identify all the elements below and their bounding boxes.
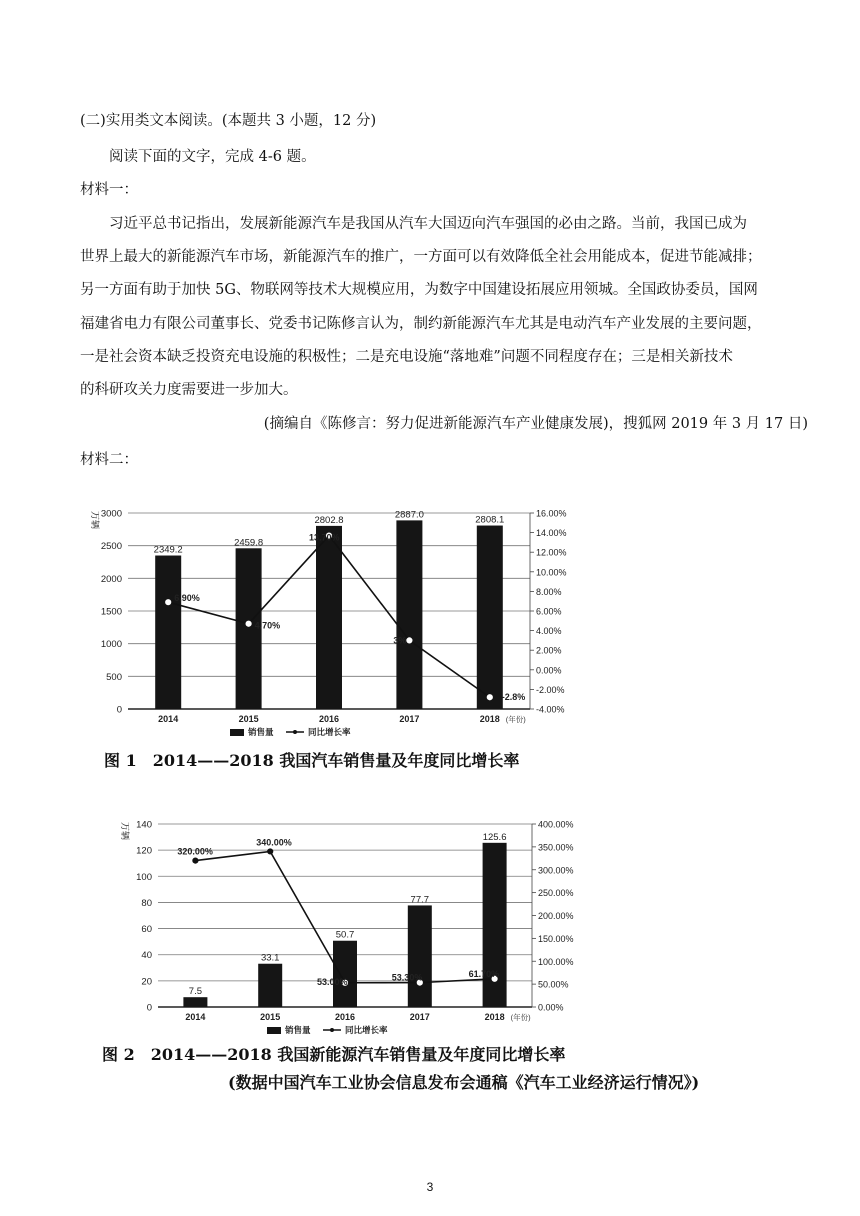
chart1-growth-point — [407, 638, 412, 643]
chart1-legend-line-marker — [293, 730, 297, 734]
chart1-xtick-label: 2017 — [399, 714, 420, 724]
chart1-xtick-label: 2018 — [479, 714, 500, 724]
chart2-ytick-label: 40 — [141, 950, 152, 962]
chart1-ytick-label: 1500 — [100, 606, 122, 618]
material1-line-6: 的科研攻关力度需要进一步加大。 — [80, 382, 298, 398]
chart2-y2tick-label: 150.00% — [538, 933, 574, 944]
chart2-growth-point — [268, 849, 273, 854]
chart1-growth-label: 3% — [393, 635, 407, 646]
chart2-xtick-label: 2016 — [334, 1012, 356, 1022]
chart1-xtick-label: 2015 — [238, 714, 259, 724]
chart1-ytick-label: 2500 — [100, 541, 122, 553]
chart2-bar-label: 77.7 — [410, 894, 430, 906]
material1-line-5: 一是社会资本缺乏投资充电设施的积极性；二是充电设施“落地难”问题不同程度存在；三是相关新技术 — [80, 349, 733, 365]
chart2-y2tick-label: 0.00% — [538, 1002, 564, 1013]
chart1-y2tick-label: 12.00% — [536, 547, 567, 558]
section-heading: (二)实用类文本阅读。(本题共 3 小题，12 分) — [80, 113, 377, 129]
chart1-xtick-label: 2016 — [318, 714, 340, 724]
chart2-xtick-label: 2017 — [409, 1012, 430, 1022]
chart2-legend-bar-swatch — [267, 1027, 281, 1034]
chart1-legend-bar-swatch — [230, 729, 244, 736]
chart2-ytick-label: 120 — [136, 845, 152, 857]
chart1-bar-label: 2459.8 — [234, 537, 264, 549]
material1-line-4: 福建省电力有限公司董事长、党委书记陈修言认为，制约新能源汽车尤其是电动汽车产业发展的主要问题， — [80, 316, 762, 332]
material1-source: (摘编自《陈修言：努力促进新能源汽车产业健康发展)，搜狐网 2019 年 3 月 17 日) — [263, 416, 808, 432]
chart1-growth-label: 13.70% — [309, 532, 340, 543]
material1-line-3: 另一方面有助于加快 5G、物联网等技术大规模应用，为数字中国建设拓展应用领城。全国政协委员，国网 — [80, 282, 758, 298]
material2-label: 材料二： — [80, 452, 138, 468]
chart-2-note: (数据中国汽车工业协会信息发布会通稿《汽车工业经济运行情况》) — [228, 1073, 700, 1092]
chart-1-caption: 图 1 2014——2018 我国汽车销售量及年度同比增长率 — [104, 751, 520, 770]
chart2-bar-label: 7.5 — [188, 986, 203, 998]
chart1-y2tick-label: -4.00% — [536, 704, 565, 715]
chart2-ytick-label: 60 — [141, 924, 152, 936]
chart1-bar — [155, 556, 181, 709]
instruction: 阅读下面的文字，完成 4-6 题。 — [109, 149, 316, 165]
chart2-legend-bar-label: 销售量 — [285, 1025, 311, 1035]
chart2-bar — [183, 997, 207, 1007]
chart1-bar-label: 2887.0 — [394, 509, 424, 521]
chart1-bar — [316, 526, 342, 709]
chart2-xunit: (年份) — [510, 1013, 531, 1022]
chart1-bar-label: 2802.8 — [314, 514, 344, 526]
chart2-growth-label: 340.00% — [256, 837, 292, 848]
chart2-growth-label: 320.00% — [177, 846, 213, 857]
chart2-growth-label: 61.70% — [468, 968, 500, 979]
chart1-ytick-label: 2000 — [100, 573, 122, 585]
chart1-y2tick-label: 10.00% — [536, 567, 567, 578]
chart2-bar — [258, 964, 282, 1007]
chart2-legend-line-label: 同比增长率 — [345, 1025, 388, 1035]
chart1-ytick-label: 0 — [116, 704, 122, 716]
chart2-ylabel: 万辆 — [120, 822, 130, 841]
chart1-bar — [477, 526, 503, 709]
chart-2 — [112, 812, 612, 1044]
chart2-ytick-label: 0 — [146, 1002, 152, 1014]
chart1-y2tick-label: 8.00% — [536, 586, 562, 597]
chart2-xtick-label: 2018 — [484, 1012, 505, 1022]
chart2-growth-label: 53.30% — [391, 972, 423, 983]
chart1-growth-point — [166, 600, 171, 605]
page-number: 3 — [426, 1180, 434, 1194]
chart1-xunit: (年份) — [505, 715, 526, 724]
chart1-y2tick-label: 4.00% — [536, 626, 562, 637]
material1-line-1: 习近平总书记指出，发展新能源汽车是我国从汽车大国迈向汽车强国的必由之路。当前，我国已成为 — [109, 216, 747, 232]
chart1-bar-label: 2349.2 — [153, 544, 183, 556]
chart2-y2tick-label: 350.00% — [538, 842, 574, 853]
chart2-y2tick-label: 250.00% — [538, 888, 574, 899]
chart1-y2tick-label: 6.00% — [536, 606, 562, 617]
chart2-ytick-label: 100 — [136, 871, 152, 883]
chart2-y2tick-label: 100.00% — [538, 956, 574, 967]
chart-1 — [80, 488, 600, 746]
chart2-growth-label: 53.00% — [317, 976, 348, 987]
chart1-xtick-label: 2014 — [158, 714, 179, 724]
chart1-ytick-label: 500 — [106, 671, 122, 683]
chart1-growth-label: -2.8% — [501, 692, 526, 703]
chart2-y2tick-label: 400.00% — [538, 819, 574, 830]
chart2-bar — [408, 905, 432, 1007]
chart2-ytick-label: 140 — [136, 819, 152, 831]
chart2-ytick-label: 80 — [141, 897, 152, 909]
chart2-bar-label: 125.6 — [482, 831, 507, 843]
chart1-ytick-label: 3000 — [100, 508, 122, 520]
chart2-xtick-label: 2015 — [260, 1012, 281, 1022]
chart2-bar-label: 50.7 — [335, 929, 355, 941]
chart1-legend-bar-label: 销售量 — [248, 727, 274, 737]
chart2-ytick-label: 20 — [141, 976, 152, 988]
chart1-bar — [396, 520, 422, 709]
chart2-y2tick-label: 200.00% — [538, 911, 574, 921]
chart1-y2tick-label: 2.00% — [536, 645, 562, 656]
chart1-ylabel: 万辆 — [90, 511, 100, 530]
chart1-growth-label: 6.90% — [174, 593, 200, 604]
chart1-ytick-label: 1000 — [100, 639, 122, 651]
chart-2-caption: 图 2 2014——2018 我国新能源汽车销售量及年度同比增长率 — [102, 1045, 566, 1064]
chart1-y2tick-label: 14.00% — [536, 528, 567, 539]
chart2-xtick-label: 2014 — [185, 1012, 206, 1022]
chart1-legend-line-label: 同比增长率 — [308, 727, 351, 737]
chart1-growth-point — [246, 621, 251, 626]
chart1-bar-label: 2808.1 — [475, 514, 505, 526]
chart1-y2tick-label: 16.00% — [536, 508, 567, 519]
chart2-y2tick-label: 50.00% — [538, 979, 569, 990]
chart1-growth-point — [487, 695, 492, 700]
chart1-growth-label: 4.70% — [254, 620, 281, 631]
material1-label: 材料一： — [80, 182, 138, 198]
chart2-legend-line-marker — [330, 1028, 334, 1032]
chart1-y2tick-label: 0.00% — [536, 665, 562, 676]
material1-line-2: 世界上最大的新能源汽车市场，新能源汽车的推广，一方面可以有效降低全社会用能成本，促进节能减排； — [80, 249, 762, 265]
chart2-bar — [483, 843, 507, 1007]
chart2-growth-point — [193, 858, 198, 863]
chart2-y2tick-label: 300.00% — [538, 865, 574, 876]
chart1-y2tick-label: -2.00% — [536, 684, 565, 695]
chart2-bar — [333, 941, 357, 1007]
chart2-bar-label: 33.1 — [260, 952, 280, 964]
